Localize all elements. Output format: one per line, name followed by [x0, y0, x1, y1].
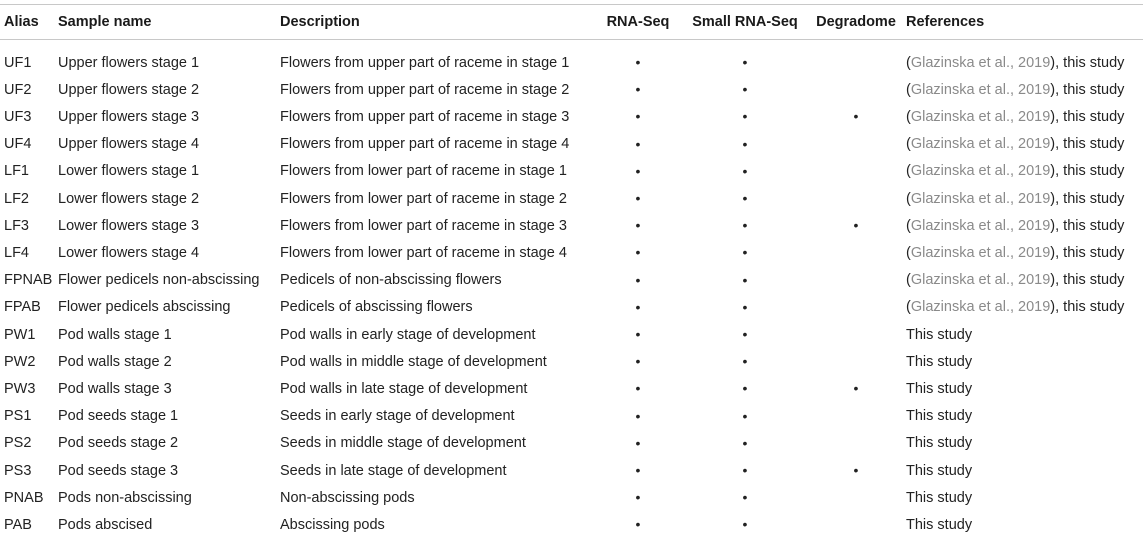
cell-sample-name: Pod walls stage 1: [58, 326, 172, 343]
cell-sample-name: Pod walls stage 2: [58, 353, 172, 370]
included-mark: •: [742, 489, 748, 506]
included-mark: •: [742, 217, 748, 234]
cell-sample-name: Pods non-abscissing: [58, 489, 192, 506]
ref-suffix: This study: [906, 380, 973, 397]
ref-prefix: (: [906, 108, 911, 125]
table-row: [0, 484, 1143, 511]
included-mark: •: [742, 271, 748, 288]
cell-rna-seq: [592, 511, 684, 538]
ref-prefix: (: [906, 190, 911, 207]
cell-alias: UF2: [4, 81, 32, 98]
cell-references: [906, 131, 1143, 158]
cell-description: Flowers from upper part of raceme in stage 4: [280, 136, 570, 153]
included-mark: •: [742, 81, 748, 98]
cell-degradome: [806, 403, 906, 430]
ref-prefix: (: [906, 217, 911, 234]
cell-description: Flowers from lower part of raceme in stage 1: [280, 163, 567, 180]
table-row: [0, 511, 1143, 538]
cell-degradome: [806, 430, 906, 457]
cell-small-rna-seq: [684, 294, 806, 321]
ref-suffix: This study: [906, 489, 973, 506]
cell-references: [906, 321, 1143, 348]
included-mark: •: [742, 298, 748, 315]
ref-prefix: (: [906, 244, 911, 261]
included-mark: •: [635, 162, 641, 179]
cell-alias: PS1: [4, 408, 32, 425]
cell-description: Flowers from lower part of raceme in stage 3: [280, 217, 567, 234]
included-mark: •: [635, 298, 641, 315]
ref-suffix: ), this study: [1050, 136, 1125, 153]
cell-alias: PW2: [4, 353, 36, 370]
cell-references: [906, 348, 1143, 375]
cell-sample-name: Pod seeds stage 2: [58, 435, 179, 452]
cell-rna-seq: [592, 430, 684, 457]
header-sample-name: Sample name: [58, 5, 280, 40]
table-row: [0, 212, 1143, 239]
samples-table: [0, 4, 1143, 539]
ref-prefix: (: [906, 54, 911, 71]
table-header-row: [0, 5, 1143, 40]
cell-alias: PNAB: [4, 489, 44, 506]
cell-degradome: [806, 158, 906, 185]
cell-references: [906, 484, 1143, 511]
cell-rna-seq: [592, 76, 684, 103]
cell-description: Pod walls in late stage of development: [280, 380, 528, 397]
cell-degradome: [806, 457, 906, 484]
cell-degradome: [806, 267, 906, 294]
table-row: [0, 239, 1143, 266]
included-mark: •: [635, 434, 641, 451]
table-row: [0, 294, 1143, 321]
cell-references: [906, 212, 1143, 239]
cell-alias: LF3: [4, 217, 29, 234]
cell-degradome: [806, 212, 906, 239]
cell-degradome: [806, 321, 906, 348]
included-mark: •: [742, 54, 748, 70]
cell-sample-name: Lower flowers stage 1: [58, 163, 200, 180]
ref-suffix: ), this study: [1050, 54, 1125, 71]
cell-degradome: [806, 294, 906, 321]
table-row: [0, 103, 1143, 130]
included-mark: •: [853, 108, 859, 125]
included-mark: •: [635, 271, 641, 288]
cell-alias: PW1: [4, 326, 36, 343]
cell-references: [906, 185, 1143, 212]
cell-sample-name: Flower pedicels non-abscissing: [58, 272, 260, 289]
table-row: [0, 457, 1143, 484]
cell-rna-seq: [592, 267, 684, 294]
cell-rna-seq: [592, 294, 684, 321]
cell-sample-name: Pod seeds stage 1: [58, 408, 179, 425]
included-mark: •: [742, 353, 748, 370]
ref-prefix: (: [906, 81, 911, 98]
citation-link[interactable]: Glazinska et al., 2019: [910, 299, 1051, 316]
table-row: [0, 267, 1143, 294]
table-row: [0, 76, 1143, 103]
cell-description: Seeds in middle stage of development: [280, 435, 526, 452]
ref-suffix: This study: [906, 408, 973, 425]
included-mark: •: [635, 54, 641, 70]
included-mark: •: [742, 407, 748, 424]
table-row: [0, 131, 1143, 158]
header-small-rna-seq: Small RNA-Seq: [684, 5, 806, 40]
cell-degradome: [806, 484, 906, 511]
cell-rna-seq: [592, 457, 684, 484]
ref-suffix: ), this study: [1050, 299, 1125, 316]
cell-degradome: [806, 76, 906, 103]
ref-suffix: ), this study: [1050, 217, 1125, 234]
cell-alias: LF4: [4, 244, 29, 261]
cell-description: Pod walls in middle stage of development: [280, 353, 547, 370]
table-row: [0, 321, 1143, 348]
ref-suffix: ), this study: [1050, 81, 1125, 98]
included-mark: •: [635, 353, 641, 370]
header-alias: Alias: [0, 5, 58, 40]
header-references: References: [906, 5, 1143, 40]
citation-link[interactable]: Glazinska et al., 2019: [910, 272, 1051, 289]
included-mark: •: [635, 81, 641, 98]
cell-references: [906, 375, 1143, 402]
cell-small-rna-seq: [684, 430, 806, 457]
cell-alias: LF2: [4, 190, 29, 207]
cell-degradome: [806, 131, 906, 158]
included-mark: •: [742, 244, 748, 261]
cell-alias: FPNAB: [4, 272, 53, 289]
table-row: [0, 40, 1143, 77]
ref-suffix: ), this study: [1050, 163, 1125, 180]
included-mark: •: [635, 244, 641, 261]
cell-alias: FPAB: [4, 299, 41, 316]
cell-rna-seq: [592, 484, 684, 511]
ref-suffix: This study: [906, 326, 973, 343]
cell-alias: UF4: [4, 136, 32, 153]
table-row: [0, 375, 1143, 402]
cell-alias: PAB: [4, 516, 32, 533]
cell-degradome: [806, 185, 906, 212]
ref-suffix: ), this study: [1050, 190, 1125, 207]
ref-prefix: (: [906, 299, 911, 316]
cell-alias: PW3: [4, 380, 36, 397]
cell-alias: UF3: [4, 108, 32, 125]
cell-rna-seq: [592, 321, 684, 348]
included-mark: •: [635, 217, 641, 234]
cell-alias: PS3: [4, 462, 32, 479]
included-mark: •: [635, 516, 641, 533]
cell-description: Flowers from upper part of raceme in stage 3: [280, 108, 570, 125]
cell-rna-seq: [592, 348, 684, 375]
cell-description: Seeds in early stage of development: [280, 408, 515, 425]
cell-description: Seeds in late stage of development: [280, 462, 507, 479]
cell-description: Pedicels of non-abscissing flowers: [280, 272, 502, 289]
cell-rna-seq: [592, 185, 684, 212]
ref-suffix: ), this study: [1050, 272, 1125, 289]
citation-link[interactable]: Glazinska et al., 2019: [910, 54, 1051, 71]
cell-sample-name: Upper flowers stage 2: [58, 81, 200, 98]
ref-suffix: This study: [906, 462, 973, 479]
cell-degradome: [806, 103, 906, 130]
cell-alias: PS2: [4, 435, 32, 452]
table-row: [0, 158, 1143, 185]
included-mark: •: [635, 489, 641, 506]
included-mark: •: [742, 380, 748, 397]
cell-small-rna-seq: [684, 457, 806, 484]
included-mark: •: [635, 462, 641, 479]
citation-link[interactable]: Glazinska et al., 2019: [910, 244, 1051, 261]
header-description: Description: [280, 5, 592, 40]
table-row: [0, 430, 1143, 457]
cell-references: [906, 457, 1143, 484]
cell-sample-name: Pod walls stage 3: [58, 380, 172, 397]
cell-description: Pod walls in early stage of development: [280, 326, 536, 343]
cell-description: Flowers from lower part of raceme in stage 4: [280, 244, 567, 261]
table-body: [0, 40, 1143, 539]
cell-small-rna-seq: [684, 158, 806, 185]
included-mark: •: [742, 108, 748, 125]
included-mark: •: [635, 190, 641, 207]
cell-references: [906, 403, 1143, 430]
ref-suffix: This study: [906, 435, 973, 452]
citation-link[interactable]: Glazinska et al., 2019: [910, 108, 1051, 125]
cell-references: [906, 158, 1143, 185]
cell-sample-name: Pod seeds stage 3: [58, 462, 179, 479]
citation-link[interactable]: Glazinska et al., 2019: [910, 163, 1051, 180]
cell-description: Abscissing pods: [280, 516, 385, 533]
cell-alias: LF1: [4, 163, 29, 180]
citation-link[interactable]: Glazinska et al., 2019: [910, 81, 1051, 98]
cell-references: [906, 511, 1143, 538]
cell-sample-name: Flower pedicels abscissing: [58, 299, 231, 316]
cell-sample-name: Pods abscised: [58, 516, 153, 533]
cell-small-rna-seq: [684, 103, 806, 130]
cell-sample-name: Upper flowers stage 1: [58, 54, 200, 71]
table-row: [0, 403, 1143, 430]
cell-degradome: [806, 511, 906, 538]
included-mark: •: [742, 135, 748, 152]
ref-suffix: ), this study: [1050, 244, 1125, 261]
cell-small-rna-seq: [684, 511, 806, 538]
cell-sample-name: Upper flowers stage 3: [58, 108, 200, 125]
citation-link[interactable]: Glazinska et al., 2019: [910, 190, 1051, 207]
included-mark: •: [635, 407, 641, 424]
cell-description: Flowers from upper part of raceme in stage 1: [280, 54, 570, 71]
ref-prefix: (: [906, 163, 911, 180]
ref-prefix: (: [906, 272, 911, 289]
included-mark: •: [635, 380, 641, 397]
cell-references: [906, 430, 1143, 457]
included-mark: •: [742, 190, 748, 207]
cell-sample-name: Lower flowers stage 3: [58, 217, 200, 234]
cell-small-rna-seq: [684, 76, 806, 103]
included-mark: •: [635, 108, 641, 125]
cell-small-rna-seq: [684, 239, 806, 266]
cell-alias: UF1: [4, 54, 32, 71]
cell-rna-seq: [592, 212, 684, 239]
included-mark: •: [742, 516, 748, 533]
included-mark: •: [853, 380, 859, 397]
cell-rna-seq: [592, 375, 684, 402]
cell-rna-seq: [592, 239, 684, 266]
cell-description: Pedicels of abscissing flowers: [280, 299, 473, 316]
cell-rna-seq: [592, 103, 684, 130]
included-mark: •: [853, 462, 859, 479]
cell-references: [906, 239, 1143, 266]
cell-description: Non-abscissing pods: [280, 489, 415, 506]
cell-sample-name: Lower flowers stage 4: [58, 244, 200, 261]
cell-small-rna-seq: [684, 131, 806, 158]
cell-small-rna-seq: [684, 267, 806, 294]
table-row: [0, 348, 1143, 375]
cell-references: [906, 76, 1143, 103]
cell-rna-seq: [592, 158, 684, 185]
ref-prefix: (: [906, 136, 911, 153]
ref-suffix: ), this study: [1050, 108, 1125, 125]
header-degradome: Degradome: [806, 5, 906, 40]
included-mark: •: [742, 462, 748, 479]
included-mark: •: [635, 135, 641, 152]
cell-small-rna-seq: [684, 348, 806, 375]
cell-small-rna-seq: [684, 321, 806, 348]
table-row: [0, 185, 1143, 212]
cell-degradome: [806, 375, 906, 402]
cell-small-rna-seq: [684, 484, 806, 511]
cell-sample-name: Upper flowers stage 4: [58, 136, 200, 153]
cell-references: [906, 267, 1143, 294]
ref-suffix: This study: [906, 353, 973, 370]
included-mark: •: [742, 162, 748, 179]
cell-references: [906, 294, 1143, 321]
cell-rna-seq: [592, 40, 684, 77]
included-mark: •: [742, 326, 748, 343]
included-mark: •: [742, 434, 748, 451]
cell-degradome: [806, 239, 906, 266]
citation-link[interactable]: Glazinska et al., 2019: [910, 217, 1051, 234]
ref-suffix: This study: [906, 516, 973, 533]
cell-description: Flowers from lower part of raceme in stage 2: [280, 190, 567, 207]
cell-small-rna-seq: [684, 40, 806, 77]
header-rna-seq: RNA-Seq: [592, 5, 684, 40]
cell-small-rna-seq: [684, 212, 806, 239]
citation-link[interactable]: Glazinska et al., 2019: [910, 136, 1051, 153]
cell-rna-seq: [592, 131, 684, 158]
cell-sample-name: Lower flowers stage 2: [58, 190, 200, 207]
cell-degradome: [806, 40, 906, 77]
cell-small-rna-seq: [684, 375, 806, 402]
cell-references: [906, 103, 1143, 130]
cell-rna-seq: [592, 403, 684, 430]
cell-small-rna-seq: [684, 185, 806, 212]
cell-description: Flowers from upper part of raceme in stage 2: [280, 81, 570, 98]
included-mark: •: [635, 326, 641, 343]
cell-degradome: [806, 348, 906, 375]
cell-references: [906, 40, 1143, 77]
cell-small-rna-seq: [684, 403, 806, 430]
included-mark: •: [853, 217, 859, 234]
